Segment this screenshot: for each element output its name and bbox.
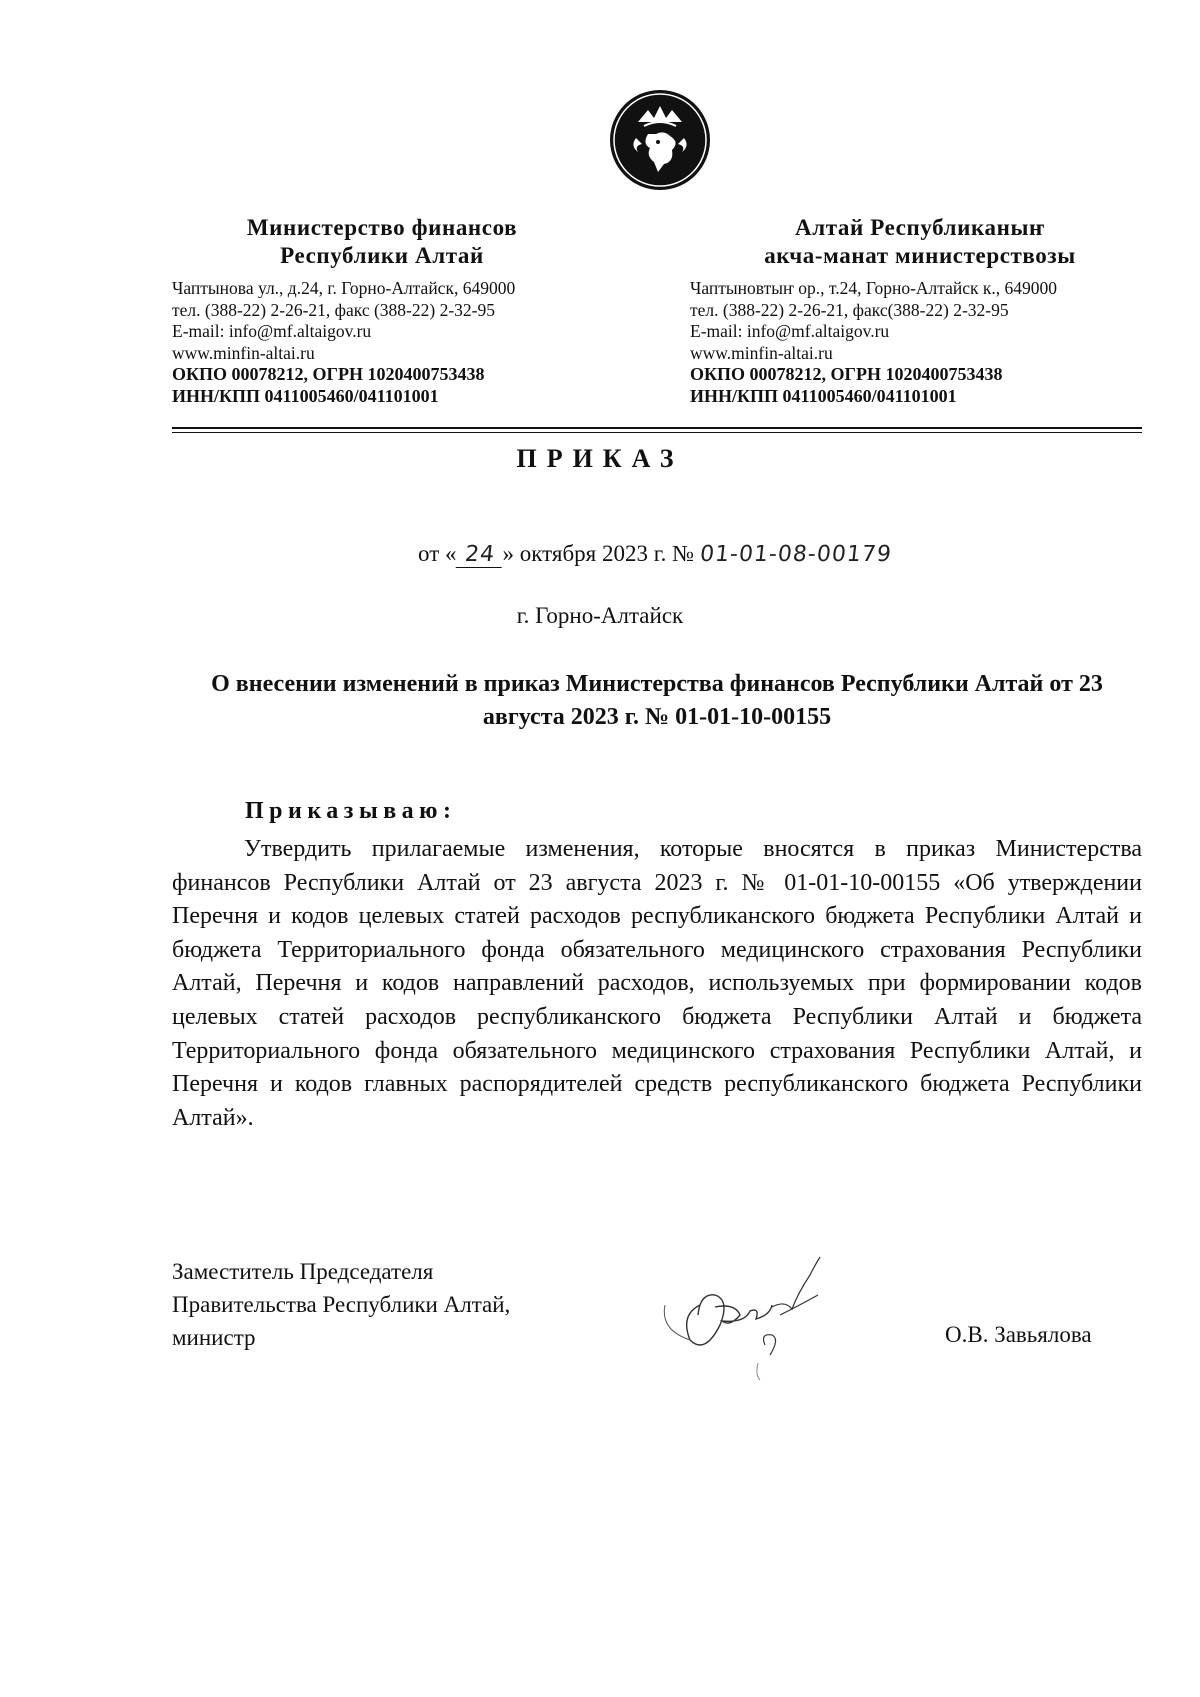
email: E-mail: info@mf.altaigov.ru	[172, 321, 372, 341]
website: www.minfin-altai.ru	[172, 342, 315, 363]
body-text: Утвердить прилагаемые изменения, которые вносятся в приказ Министерства финансов Республики Алтай от 23 августа 2023 г. № 01-01-10-00155 «Об утверждении Перечня и кодов целевых статей расходов республиканского бюджета Республики Алтай и бюджета Территориального фонда обязательного медицинского страхования Республики Алтай, Перечня и кодов направлений расходов, используемых при формировании кодов целевых статей расходов республиканского бюджета Республики Алтай и бюджета Территориального фонда обязательного медицинского страхования Республики Алтай, и Перечня и кодов главных распорядителей средств республиканского бюджета Республики Алтай».	[172, 836, 1142, 1131]
okpo-ogrn: ОКПО 00078212, ОГРН 1020400753438	[172, 364, 485, 384]
signer-name: О.В. Завьялова	[945, 1322, 1092, 1347]
republic-of-altai-emblem-icon	[608, 88, 712, 192]
address: Чаптынова ул., д.24, г. Горно-Алтайск, 649000	[172, 278, 516, 298]
org-name-alt: Алтай Республиканыҥ акча-манат министерствозы	[764, 215, 1076, 268]
okpo-ogrn: ОКПО 00078212, ОГРН 1020400753438	[690, 364, 1003, 384]
signatory-position: Заместитель Председателя Правительства Республики Алтай, министр	[172, 1259, 511, 1350]
email: E-mail: info@mf.altaigov.ru	[690, 321, 890, 341]
inn-kpp: ИНН/КПП 0411005460/041101001	[172, 385, 439, 406]
address: Чаптыновтыҥ ор., т.24, Горно-Алтайск к., 649000	[690, 278, 1058, 298]
header-divider-thin	[172, 432, 1142, 433]
phone: тел. (388-22) 2-26-21, факс (388-22) 2-32-95	[172, 299, 495, 320]
org-requisites-ru	[172, 278, 632, 407]
date-number-line: от « 24 » октября 2023 г. № 01-01-08-00179	[418, 541, 893, 567]
website: www.minfin-altai.ru	[690, 342, 833, 363]
document-subject: О внесении изменений в приказ Министерства финансов Республики Алтай от 23 августа 2023 г. № 01-01-10-00155	[211, 671, 1103, 730]
document-type: ПРИКАЗ	[516, 444, 684, 473]
handwritten-number: 01-01-08-00179	[698, 542, 893, 567]
header-divider	[172, 427, 1142, 429]
handwritten-day: 24	[455, 542, 504, 568]
org-requisites-alt	[690, 278, 1170, 407]
phone: тел. (388-22) 2-26-21, факс(388-22) 2-32-95	[690, 299, 1009, 320]
org-name-ru: Министерство финансов Республики Алтай	[246, 215, 518, 268]
header-left	[172, 214, 632, 407]
header-right	[690, 214, 1170, 407]
inn-kpp: ИНН/КПП 0411005460/041101001	[690, 385, 957, 406]
order-word: Приказываю:	[245, 798, 457, 824]
handwritten-signature	[660, 1245, 860, 1385]
city: г. Горно-Алтайск	[516, 603, 684, 628]
